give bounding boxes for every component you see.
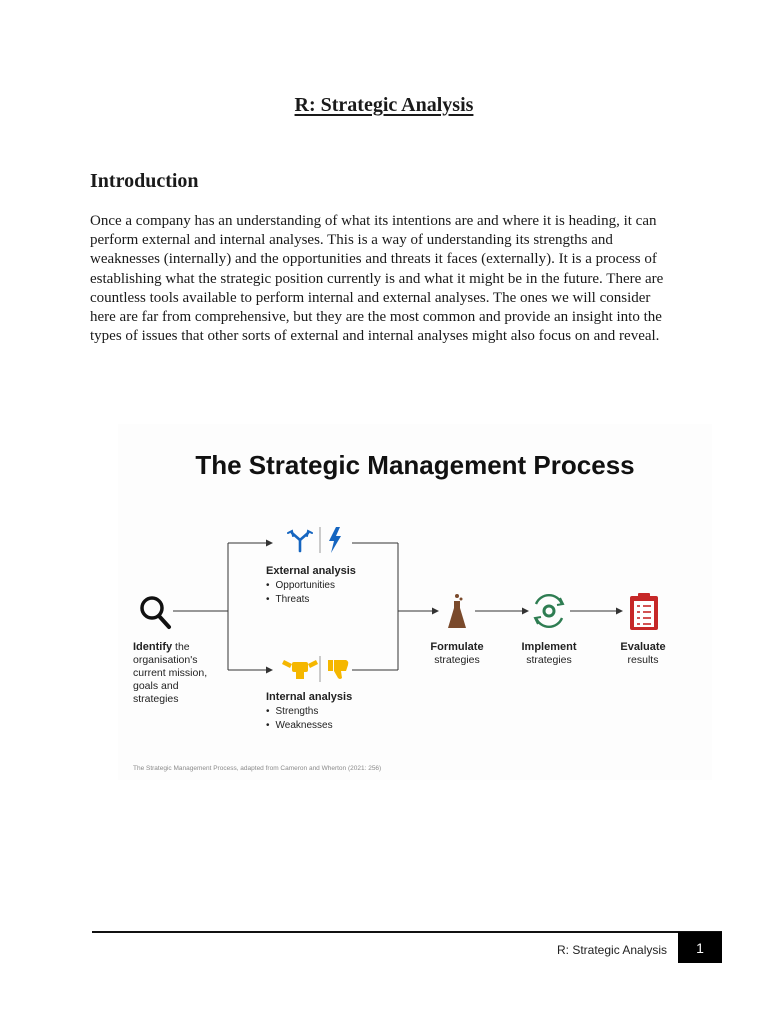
thumbs-down-icon xyxy=(328,660,348,679)
page-title: R: Strategic Analysis xyxy=(294,94,474,116)
implement-label: Implement strategies xyxy=(521,641,577,666)
magnifier-icon xyxy=(142,598,169,627)
flask-icon xyxy=(448,594,466,628)
section-heading: Introduction xyxy=(90,170,199,192)
page-number: 1 xyxy=(678,932,722,963)
lightning-icon xyxy=(329,527,341,553)
list-item: • Opportunities xyxy=(266,579,335,593)
strength-arms-icon xyxy=(282,660,318,679)
footer-running-title: R: Strategic Analysis xyxy=(557,943,668,957)
split-arrow-icon xyxy=(288,531,312,551)
formulate-label: Formulate strategies xyxy=(430,641,484,666)
list-item: • Threats xyxy=(266,593,335,607)
footer-rule xyxy=(92,931,722,933)
figure-caption: The Strategic Management Process, adapted from Cameron and Wherton (2021: 256) xyxy=(133,765,382,772)
list-item: • Strengths xyxy=(266,705,333,719)
external-analysis-list xyxy=(266,579,335,607)
gear-cycle-icon xyxy=(535,595,563,627)
internal-analysis-list xyxy=(266,705,333,733)
clipboard-checklist-icon xyxy=(630,593,658,630)
intro-paragraph: Once a company has an understanding of what its intentions are and where it is heading, it can perform external and internal analyses. This is a way of understanding its strengths and weaknesses (internally) and the opportunities and threats it faces (externally). It is a process of establishing what the strategic position currently is and what it might be in the future. There are countless tools available to perform internal and external analyses. The ones we will consider here are far from comprehensive, but they are the most common and provide an insight into the types of issues that other sorts of external and internal analyses might also focus on and reveal. xyxy=(90,213,664,345)
figure-title: The Strategic Management Process xyxy=(195,450,635,480)
identify-label: Identify the organisation's current mission, goals and strategies xyxy=(133,641,208,705)
list-item: • Weaknesses xyxy=(266,719,333,733)
evaluate-label: Evaluate results xyxy=(620,641,666,666)
internal-analysis-label: Internal analysis xyxy=(266,691,353,703)
external-analysis-label: External analysis xyxy=(266,565,356,577)
